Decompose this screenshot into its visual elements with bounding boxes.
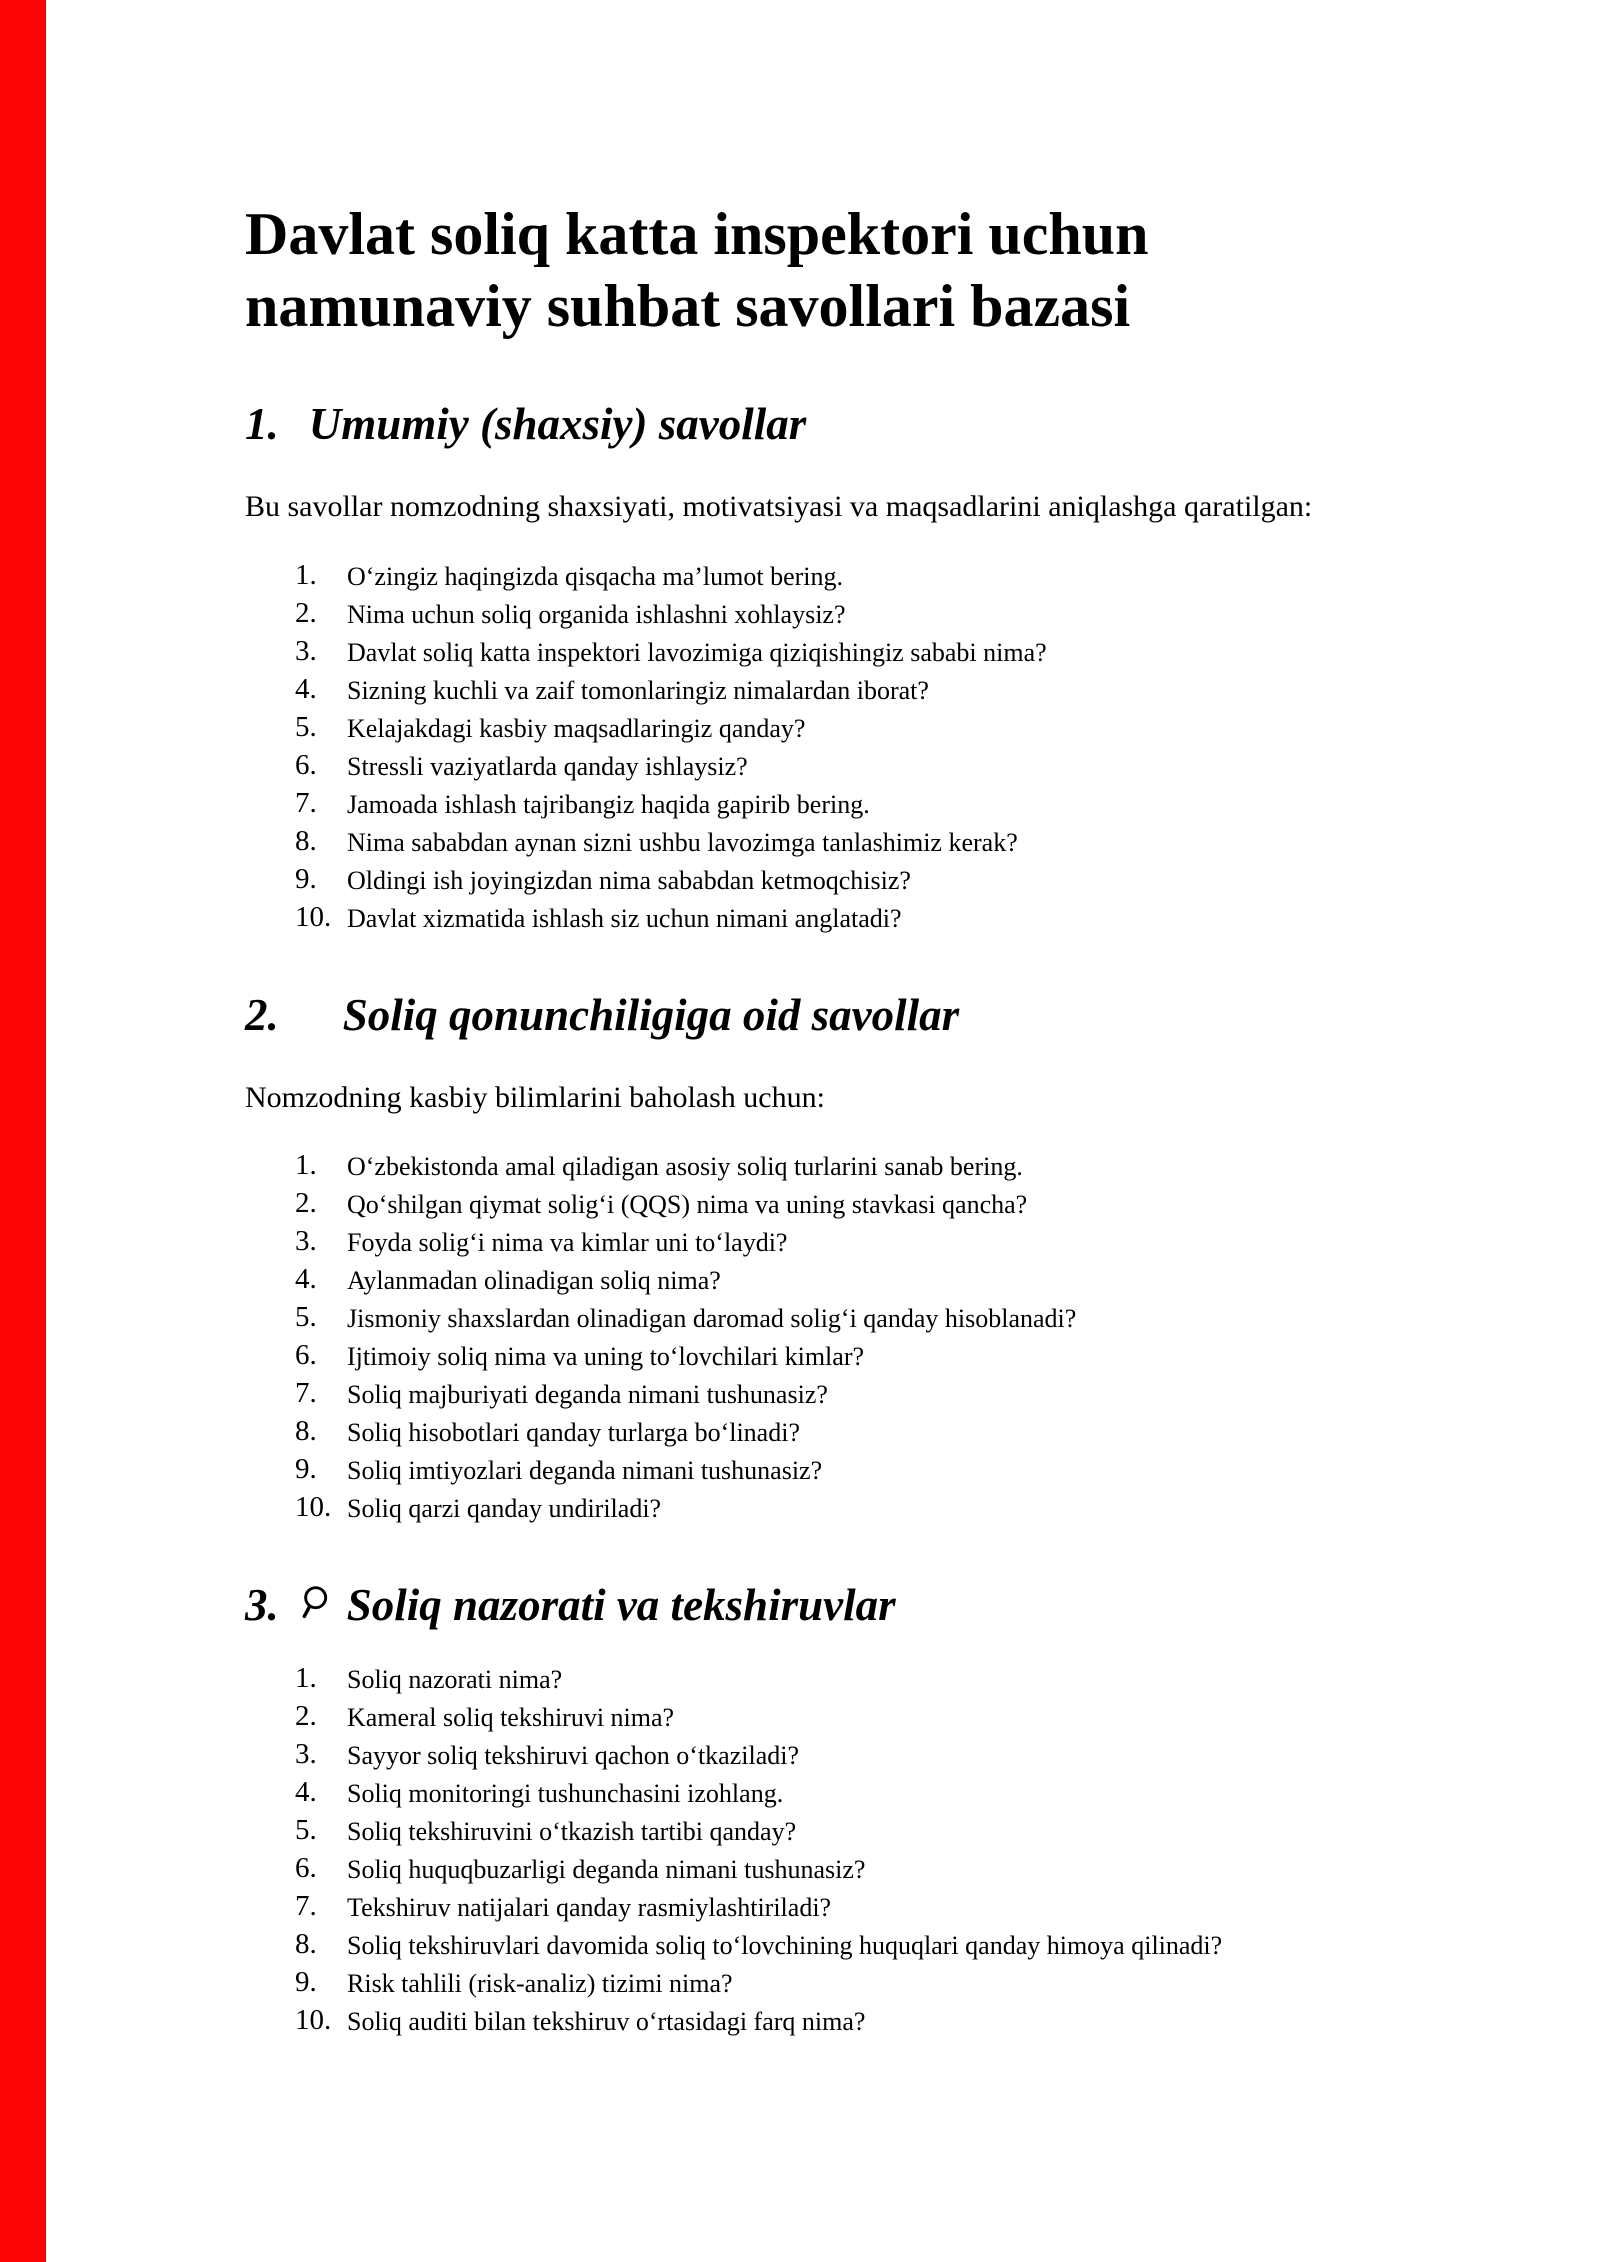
- question-item: [295, 1267, 1355, 1295]
- question-item: [295, 791, 1355, 819]
- section-tax-legislation-questions: [245, 988, 1355, 1524]
- question-item: [295, 1343, 1355, 1371]
- question-item: [295, 1381, 1355, 1409]
- section-3-heading: [245, 1578, 1355, 1632]
- question-item: [295, 1894, 1355, 1922]
- section-2-number: 2.: [245, 989, 279, 1040]
- question-text: Jamoada ishlash tajribangiz haqida gapirib bering.: [347, 789, 870, 819]
- question-text: Kelajakdagi kasbiy maqsadlaringiz qanday?: [347, 713, 806, 743]
- question-item: [295, 1704, 1355, 1732]
- question-text: Sayyor soliq tekshiruvi qachon o‘tkaziladi?: [347, 1741, 800, 1770]
- question-item: [295, 601, 1355, 629]
- section-3-question-list: [245, 1666, 1355, 2036]
- question-text: Soliq nazorati nima?: [347, 1665, 563, 1694]
- magnifier-icon: [297, 1581, 337, 1635]
- question-text: Nima sababdan aynan sizni ushbu lavozimga tanlashimiz kerak?: [347, 827, 1018, 857]
- question-item: [295, 1419, 1355, 1447]
- section-2-question-list: [245, 1153, 1355, 1523]
- question-item: [295, 1666, 1355, 1694]
- left-red-margin-bar: [0, 0, 46, 2262]
- question-text: Stressli vaziyatlarda qanday ishlaysiz?: [347, 751, 748, 781]
- question-text: Sizning kuchli va zaif tomonlaringiz nimalardan iborat?: [347, 675, 929, 705]
- question-text: O‘zbekistonda amal qiladigan asosiy soliq turlarini sanab bering.: [347, 1152, 1023, 1181]
- question-text: O‘zingiz haqingizda qisqacha ma’lumot bering.: [347, 561, 844, 591]
- question-item: [295, 905, 1355, 933]
- question-item: [295, 1191, 1355, 1219]
- question-item: [295, 867, 1355, 895]
- question-item: [295, 1742, 1355, 1770]
- question-item: [295, 1856, 1355, 1884]
- question-item: [295, 1457, 1355, 1485]
- section-1-heading: [245, 397, 1355, 451]
- question-item: [295, 677, 1355, 705]
- question-text: Foyda solig‘i nima va kimlar uni to‘laydi?: [347, 1228, 788, 1257]
- question-text: Soliq majburiyati deganda nimani tushunasiz?: [347, 1380, 828, 1409]
- section-3-number: 3.: [245, 1580, 279, 1630]
- document-title: Davlat soliq katta inspektori uchun namunaviy suhbat savollari bazasi: [245, 201, 1149, 339]
- question-item: [295, 829, 1355, 857]
- section-1-title: Umumiy (shaxsiy) savollar: [308, 399, 807, 449]
- question-text: Davlat xizmatida ishlash siz uchun nimani anglatadi?: [347, 903, 902, 933]
- section-2-heading: [245, 988, 1355, 1042]
- question-text: Jismoniy shaxslardan olinadigan daromad solig‘i qanday hisoblanadi?: [347, 1304, 1077, 1333]
- question-text: Ijtimoiy soliq nima va uning to‘lovchilari kimlar?: [347, 1342, 865, 1371]
- question-item: [295, 2008, 1355, 2036]
- question-text: Qo‘shilgan qiymat solig‘i (QQS) nima va uning stavkasi qancha?: [347, 1190, 1028, 1219]
- question-item: [295, 1305, 1355, 1333]
- question-item: [295, 1229, 1355, 1257]
- section-general-questions: [245, 397, 1355, 933]
- question-item: [295, 563, 1355, 591]
- question-item: [295, 639, 1355, 667]
- question-text: Nima uchun soliq organida ishlashni xohlaysiz?: [347, 599, 846, 629]
- question-text: Soliq monitoringi tushunchasini izohlang.: [347, 1779, 784, 1808]
- section-1-number: 1.: [245, 399, 279, 449]
- section-2-title: Soliq qonunchiligiga oid savollar: [342, 989, 960, 1040]
- question-item: [295, 753, 1355, 781]
- question-text: Soliq tekshiruvlari davomida soliq to‘lovchining huquqlari qanday himoya qilinadi?: [347, 1931, 1223, 1960]
- question-item: [295, 1932, 1355, 1960]
- document-page: [245, 198, 1355, 2046]
- question-text: Soliq auditi bilan tekshiruv o‘rtasidagi farq nima?: [347, 2007, 866, 2036]
- question-item: [295, 1495, 1355, 1523]
- question-text: Kameral soliq tekshiruvi nima?: [347, 1703, 675, 1732]
- question-text: Soliq qarzi qanday undiriladi?: [347, 1494, 662, 1523]
- question-item: [295, 1780, 1355, 1808]
- question-item: [295, 715, 1355, 743]
- section-1-intro: Bu savollar nomzodning shaxsiyati, motivatsiyasi va maqsadlarini aniqlashga qaratilgan:: [245, 490, 1313, 523]
- question-text: Oldingi ish joyingizdan nima sababdan ketmoqchisiz?: [347, 865, 911, 895]
- question-item: [295, 1970, 1355, 1998]
- question-text: Tekshiruv natijalari qanday rasmiylashtiriladi?: [347, 1893, 832, 1922]
- question-text: Soliq imtiyozlari deganda nimani tushunasiz?: [347, 1456, 823, 1485]
- question-text: Risk tahlili (risk-analiz) tizimi nima?: [347, 1969, 733, 1998]
- question-item: [295, 1818, 1355, 1846]
- question-text: Soliq huquqbuzarligi deganda nimani tushunasiz?: [347, 1855, 866, 1884]
- question-text: Davlat soliq katta inspektori lavozimiga qiziqishingiz sababi nima?: [347, 637, 1047, 667]
- section-tax-control-questions: [245, 1578, 1355, 2036]
- section-2-intro: Nomzodning kasbiy bilimlarini baholash uchun:: [245, 1080, 825, 1114]
- section-3-title: Soliq nazorati va tekshiruvlar: [346, 1580, 896, 1630]
- question-item: [295, 1153, 1355, 1181]
- question-text: Soliq tekshiruvini o‘tkazish tartibi qanday?: [347, 1817, 797, 1846]
- question-text: Soliq hisobotlari qanday turlarga bo‘linadi?: [347, 1418, 800, 1447]
- question-text: Aylanmadan olinadigan soliq nima?: [347, 1266, 721, 1295]
- section-1-question-list: [245, 563, 1355, 933]
